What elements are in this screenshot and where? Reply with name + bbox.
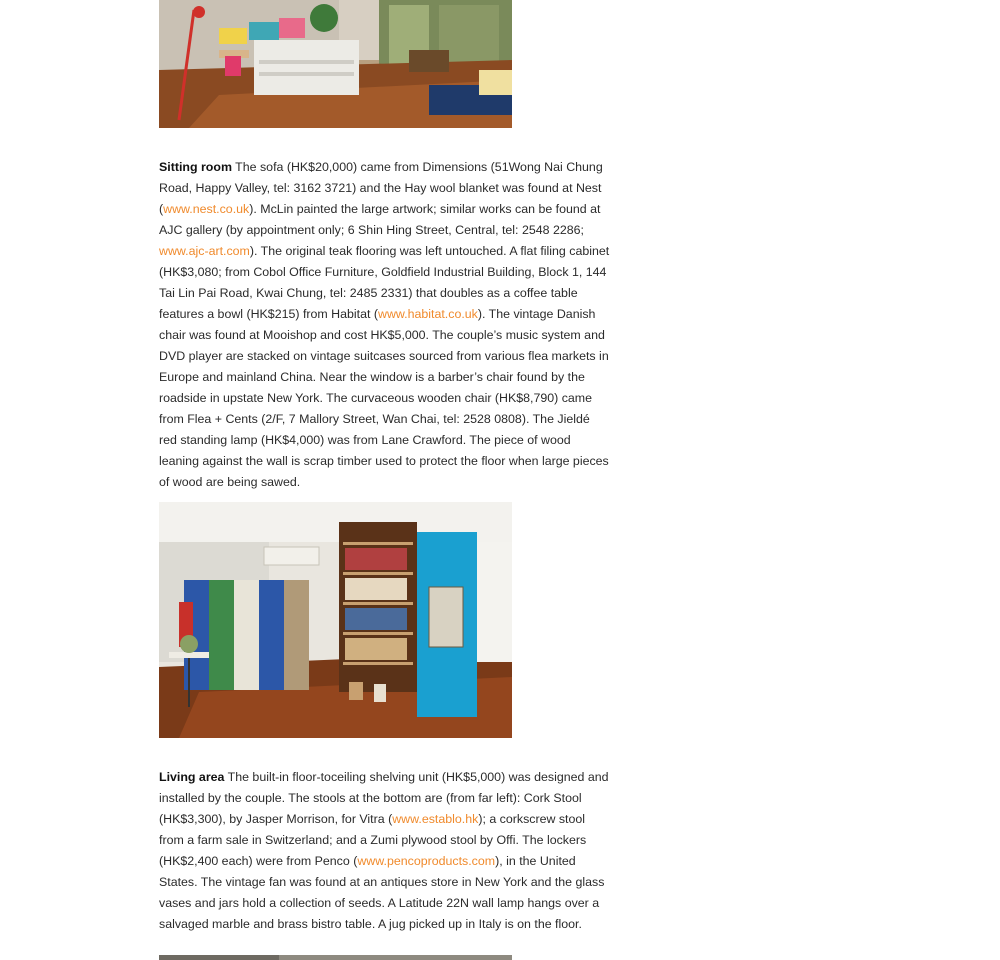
ajc-art-link[interactable]: www.ajc-art.com bbox=[159, 244, 250, 258]
penco-link[interactable]: www.pencoproducts.com bbox=[357, 854, 496, 868]
caption-text: ); a corkscrew stool from a farm sale in Switzerland; and a Zumi plywood stool by Offi. The lockers (HK$2,400 each) were from Penco ( bbox=[159, 812, 587, 868]
establo-link[interactable]: www.establo.hk bbox=[392, 812, 479, 826]
caption-text: ). The original teak flooring was left untouched. A flat filing cabinet (HK$3,080; from Cobol Office Furniture, Goldfield Industrial Building, Block 1, 144 Tai Lin Pai Road, Kwai Chung, tel: 2485 2331) that doubles as a coffee table features a bowl (HK$215) from Habitat ( bbox=[159, 244, 610, 321]
nest-link[interactable]: www.nest.co.uk bbox=[163, 202, 250, 216]
caption-text: ). The vintage Danish chair was found at Mooishop and cost HK$5,000. The couple’s music system and DVD player are stacked on vintage suitcases sourced from various flea markets in Europe and mainland China. Near the window is a barber’s chair found by the roadside in upstate New York. The curvaceous wooden chair (HK$8,790) came from Flea + Cents (2/F, 7 Mallory Street, Wan Chai, tel: 2528 0808). The Jieldé red standing lamp (HK$4,000) was from Lane Crawford. The piece of wood leaning against the wall is scrap timber used to protect the floor when large pieces of wood are being sawed. bbox=[159, 307, 609, 489]
sitting-room-photo bbox=[159, 0, 512, 128]
living-area-caption bbox=[159, 767, 611, 935]
caption-text: ). McLin painted the large artwork; similar works can be found at AJC gallery (by appointment only; 6 Shin Hing Street, Central, tel: 2548 2286; bbox=[159, 202, 601, 237]
caption-text: The sofa (HK$20,000) came from Dimensions (51Wong Nai Chung Road, Happy Valley, tel: 3162 3721) and the Hay wool blanket was found at Nest ( bbox=[159, 160, 603, 216]
caption-heading: Living area bbox=[159, 770, 225, 784]
living-area-photo bbox=[159, 502, 512, 738]
next-photo bbox=[159, 955, 512, 960]
caption-text: ), in the United States. The vintage fan was found at an antiques store in New York and the glass vases and jars hold a collection of seeds. A Latitude 22N wall lamp hangs over a salvaged marble and brass bistro table. A jug picked up in Italy is on the floor. bbox=[159, 854, 605, 931]
caption-text: The built-in floor-toceiling shelving unit (HK$5,000) was designed and installed by the couple. The stools at the bottom are (from far left): Cork Stool (HK$3,300), by Jasper Morrison, for Vitra ( bbox=[159, 770, 609, 826]
sitting-room-caption bbox=[159, 157, 611, 493]
caption-heading: Sitting room bbox=[159, 160, 232, 174]
habitat-link[interactable]: www.habitat.co.uk bbox=[378, 307, 478, 321]
